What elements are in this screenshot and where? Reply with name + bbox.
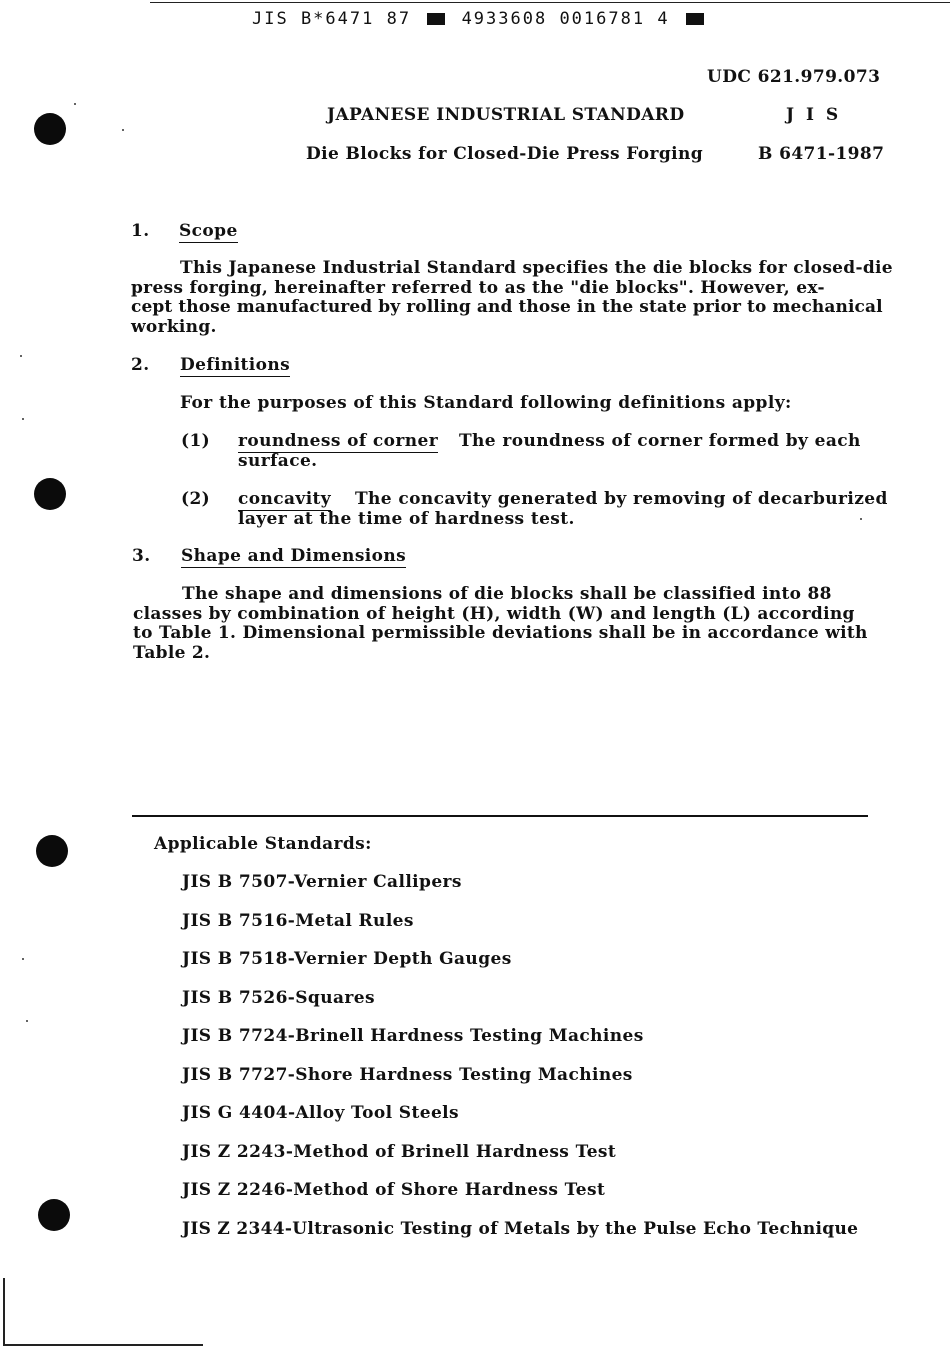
paragraph-line: classes by combination of height (H), width (W) and length (L) according bbox=[133, 603, 855, 624]
standard-heading: JAPANESE INDUSTRIAL STANDARD bbox=[327, 105, 685, 125]
header-code-left: JIS B*6471 87 bbox=[252, 9, 412, 29]
paragraph-line: working. bbox=[131, 316, 217, 337]
definition-desc: The concavity generated by removing of decarburized bbox=[355, 489, 888, 509]
paragraph-line: press forging, hereinafter referred to as the "die blocks". However, ex- bbox=[131, 277, 825, 298]
divider-rule bbox=[132, 815, 868, 817]
scan-speck bbox=[860, 518, 862, 520]
scan-speck bbox=[74, 103, 76, 105]
paragraph-line: This Japanese Industrial Standard specifies the die blocks for closed-die bbox=[180, 258, 893, 278]
jis-label: J I S bbox=[786, 105, 842, 125]
applicable-item: JIS B 7518-Vernier Depth Gauges bbox=[182, 949, 512, 969]
section-heading-scope: Scope bbox=[179, 221, 238, 241]
section-number: 1. bbox=[131, 221, 150, 241]
definition-cont: layer at the time of hardness test. bbox=[238, 509, 575, 529]
scan-speck bbox=[20, 355, 22, 357]
scan-speck bbox=[26, 1020, 28, 1022]
document-title: Die Blocks for Closed-Die Press Forging bbox=[306, 144, 704, 164]
applicable-item: JIS B 7724-Brinell Hardness Testing Machines bbox=[182, 1026, 644, 1046]
definition-number: (2) bbox=[181, 489, 211, 509]
paragraph-line: cept those manufactured by rolling and those in the state prior to mechanical bbox=[131, 297, 883, 317]
definition-term: concavity bbox=[238, 489, 332, 509]
top-edge-line bbox=[150, 2, 950, 3]
applicable-item: JIS Z 2344-Ultrasonic Testing of Metals by the Pulse Echo Technique bbox=[182, 1219, 859, 1239]
black-block-mark bbox=[686, 13, 704, 25]
header-code bbox=[252, 9, 708, 29]
applicable-item: JIS B 7727-Shore Hardness Testing Machines bbox=[182, 1065, 633, 1085]
scan-speck bbox=[22, 958, 24, 960]
shape-paragraph bbox=[133, 585, 868, 663]
section-heading-shape: Shape and Dimensions bbox=[181, 546, 407, 566]
black-block-mark bbox=[427, 13, 445, 25]
scan-edge-line bbox=[3, 1278, 5, 1346]
applicable-item: JIS B 7507-Vernier Callipers bbox=[182, 872, 462, 892]
definition-cont: surface. bbox=[238, 451, 318, 471]
udc-number: UDC 621.979.073 bbox=[707, 67, 881, 87]
applicable-item: JIS Z 2243-Method of Brinell Hardness Test bbox=[182, 1142, 617, 1162]
applicable-heading: Applicable Standards: bbox=[154, 834, 372, 854]
definition-term: roundness of corner bbox=[238, 431, 439, 451]
applicable-item: JIS B 7526-Squares bbox=[182, 988, 375, 1008]
section-number: 3. bbox=[132, 546, 151, 566]
definitions-intro: For the purposes of this Standard following definitions apply: bbox=[180, 393, 792, 413]
header-code-right: 4933608 0016781 4 bbox=[461, 9, 670, 29]
scan-speck bbox=[22, 418, 24, 420]
paragraph-line: The shape and dimensions of die blocks shall be classified into 88 bbox=[182, 584, 832, 604]
punch-hole bbox=[38, 1199, 70, 1231]
paragraph-line: Table 2. bbox=[133, 642, 211, 663]
definition-number: (1) bbox=[181, 431, 211, 451]
scope-paragraph bbox=[131, 259, 893, 337]
definition-desc: The roundness of corner formed by each bbox=[459, 431, 861, 451]
section-number: 2. bbox=[131, 355, 150, 375]
applicable-item: JIS G 4404-Alloy Tool Steels bbox=[182, 1103, 459, 1123]
punch-hole bbox=[34, 113, 66, 145]
scan-edge-line bbox=[3, 1344, 203, 1346]
punch-hole bbox=[36, 835, 68, 867]
scan-speck bbox=[122, 129, 124, 131]
paragraph-line: to Table 1. Dimensional permissible deviations shall be in accordance with bbox=[133, 623, 868, 643]
standard-number: B 6471-1987 bbox=[758, 144, 885, 164]
section-heading-definitions: Definitions bbox=[180, 355, 291, 375]
punch-hole bbox=[34, 478, 66, 510]
applicable-item: JIS Z 2246-Method of Shore Hardness Test bbox=[182, 1180, 606, 1200]
applicable-item: JIS B 7516-Metal Rules bbox=[182, 911, 414, 931]
